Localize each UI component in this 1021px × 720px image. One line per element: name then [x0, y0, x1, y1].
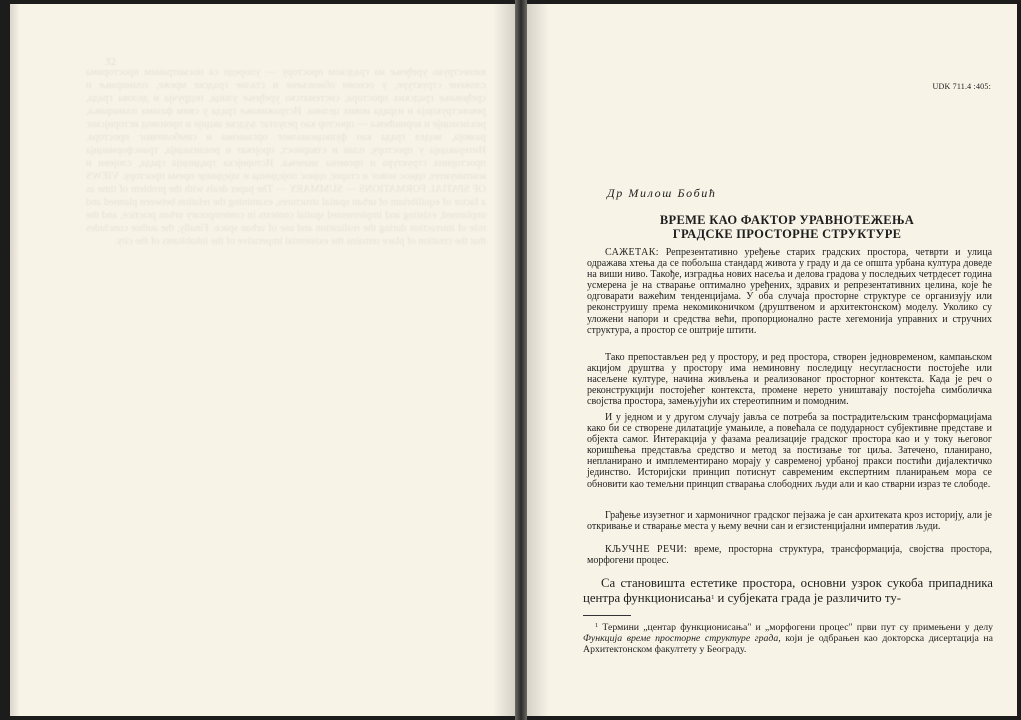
right-page	[527, 4, 1017, 716]
title-line-1: ВРЕМЕ КАО ФАКТОР УРАВНОТЕЖЕЊА	[659, 213, 915, 227]
book-gutter	[515, 0, 527, 720]
abstract	[587, 247, 992, 336]
paragraph-3-text: И у једном и у другом случају јавља се потреба за пострадитељским трансформацијама како би се створене дилатације умањиле, а повећала се подударност субјективне представе и објекта самог. Интеракција у фазама реализације градског простора као и у току његовог коришћења представља средство и метод за постизање тог циља. Затечено, планирано, непланирано и имплементирано морају у савременој урбаној пракси постићи дијалектичко јединство. Историјски принцип потиснут савременим експертним планирањем мора се обновити као темељни принцип стварања слободних људи али и као стварни израз те слободе.	[587, 412, 992, 490]
summary-paragraph-3	[587, 412, 992, 490]
main-text-part-2: и субјеката града је различито ту-	[714, 590, 901, 605]
left-page	[10, 4, 515, 716]
title-line-2: ГРАДСКЕ ПРОСТОРНЕ СТРУКТУРЕ	[672, 227, 902, 241]
footnote-italic-title: Функција време просторне структуре града,	[583, 633, 781, 644]
abstract-text: Репрезентативно уређење старих градских простора, четврти и улица одражава хтења да се побољша стандард живота у граду и да се општа урбана култура доведе на виши ниво. Такође, изградња нових насеља и делова градова у последњих четрдесет година усмерена је на стварање оптимално уређених, здравих и репрезентативних целина, које ће одговарати важећим тенденцијама. У оба случаја просторне структуре се организују или реконструишу према некомиконичком (друштвеном и архитектонском) моделу. Уколико су уложени напори и средства већи, пропорционално расте хегемонија управних и стручних структура, а простор се оштрије штити.	[587, 247, 993, 336]
footnote-rule	[583, 615, 631, 616]
abstract-label: САЖЕТАК:	[605, 247, 659, 258]
article-title	[587, 213, 987, 241]
main-body-text	[583, 576, 993, 605]
left-page-number: 32	[105, 56, 116, 68]
footnote-text-1: Термини „центар функционисања" и „морфогени процес" први пут су примењени у делу	[598, 622, 993, 633]
author-name: Др Милош Бобић	[607, 186, 717, 200]
keywords-label: КЉУЧНЕ РЕЧИ:	[605, 544, 688, 555]
footnote-reference: 1	[711, 593, 715, 601]
summary-paragraph-2	[587, 352, 992, 407]
left-page-show-through-text: вишеструко уређење на градском простору — упоредо са посматраним просторима сложене структуре, у основи обновљене и сталне градске мреже, планирање и сређивање градских простора, систематско уређење улица, подручја и делова града, реконструкција и израда нових целина. Истраживање града у свим фазама планирања, реализације и коришћења — простор као резултат људске акције и производ историјског развоја, модел града као функционалног организма и симболичког простора. Интеракција у простору, план и стварност, пројекат и реализација, трансформација просторних структура и промена значења. Историјска традиција града, слојеви и континуитет, однос новог и старог, однос појединца и заједнице према простору. VIEWS OF SPATIAL FORMATIONS — SUMMARY — The paper deals with the problem of time as a factor of equilibrium of urban spatial structures, examining the relation between planned and unplanned, existing and implemented spatial contexts in contemporary urban practice, and the role of interaction during the realization and use of urban space. Finally, the author concludes that the creation of place remains the existential imperative of the inhabitants of the city.	[86, 67, 486, 247]
keywords-text: време, просторна структура, трансформација, својства простора, морфогени процес.	[587, 544, 992, 567]
footnote-text-2: који је одбрањен као докторска дисертација на Архитектонском факултету у Београду.	[583, 633, 994, 655]
paragraph-2-text: Тако препостављен ред у простору, и ред простора, створен једновременом, кампањском акцијом друштва у простору има неминовну последицу несугласности постојеће или насељене културе, начина живљења и реализованог просторног контекста. Када је реч о реконструкцији постојећег контекста, промене нерето уништавају постојећа симболичка својства простора, замењујући их стереотипним и помодним.	[587, 352, 992, 408]
summary-paragraph-4	[587, 510, 992, 532]
footnote-mark: 1	[595, 622, 599, 629]
left-edge-shadow	[10, 4, 20, 716]
keywords	[587, 544, 992, 566]
main-text-part-1: Са становишта естетике простора, основни узрок сукоба припадника центра функционисања	[583, 576, 993, 605]
paragraph-4-text: Грађење изузетног и хармоничног градског пејзажа је сан архитеката кроз историју, али је откривање и стварање места у њему вечни сан и егзистенцијални императив људи.	[587, 510, 992, 533]
udk-code: UDK 711.4 :405:	[932, 82, 991, 91]
footnote	[583, 620, 993, 655]
